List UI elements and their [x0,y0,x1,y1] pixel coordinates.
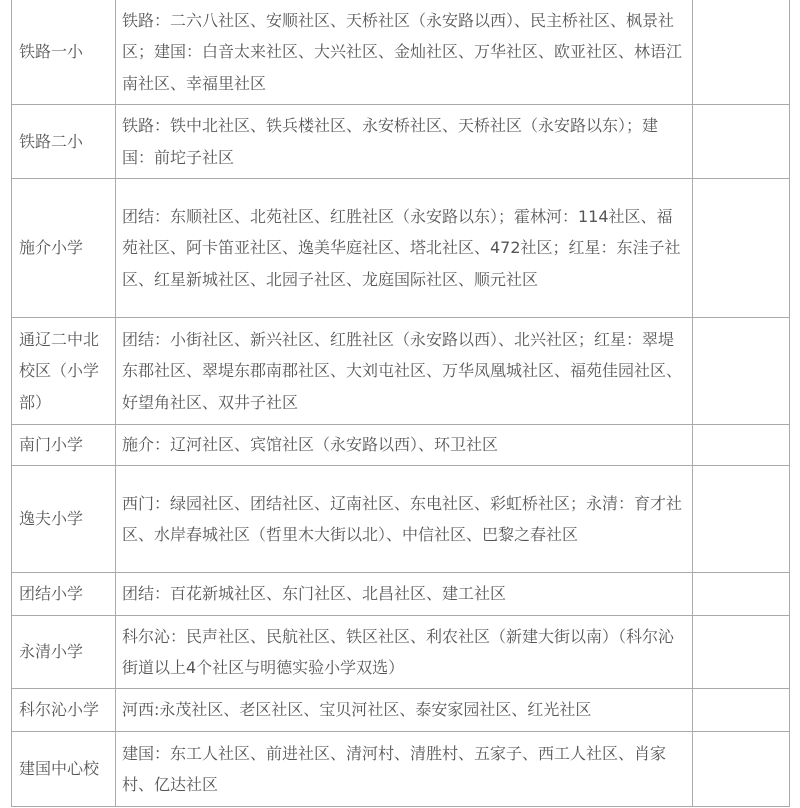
table-row [12,318,790,425]
school-name-cell: 铁路二小 [12,105,116,179]
school-district-table [11,0,790,807]
catchment-area-cell: 建国：东工人社区、前进社区、清河村、清胜村、五家子、西工人社区、肖家村、亿达社区 [116,732,693,807]
note-cell [693,425,790,466]
note-cell [693,318,790,425]
catchment-area-cell: 团结：百花新城社区、东门社区、北昌社区、建工社区 [116,573,693,616]
table-row [12,732,790,807]
table-row [12,616,790,689]
catchment-area-cell: 团结：东顺社区、北苑社区、红胜社区（永安路以东）；霍林河：114社区、福苑社区、阿卡笛亚社区、逸美华庭社区、塔北社区、472社区；红星：东洼子社区、红星新城社区、北园子社区、龙庭国际社区、顺元社区 [116,179,693,318]
note-cell [693,573,790,616]
school-name-cell: 建国中心校 [12,732,116,807]
school-name-cell: 施介小学 [12,179,116,318]
note-cell [693,616,790,689]
school-name-cell: 永清小学 [12,616,116,689]
catchment-area-cell: 施介：辽河社区、宾馆社区（永安路以西）、环卫社区 [116,425,693,466]
note-cell [693,466,790,573]
catchment-area-cell: 河西:永茂社区、老区社区、宝贝河社区、泰安家园社区、红光社区 [116,689,693,732]
catchment-area-cell: 科尔沁：民声社区、民航社区、铁区社区、利农社区（新建大街以南）（科尔沁街道以上4个社区与明德实验小学双选） [116,616,693,689]
table-row [12,179,790,318]
table-row [12,466,790,573]
school-name-cell: 铁路一小 [12,0,116,105]
table-row [12,0,790,105]
note-cell [693,105,790,179]
note-cell [693,0,790,105]
note-cell [693,732,790,807]
table-row [12,105,790,179]
school-name-cell: 通辽二中北校区（小学部） [12,318,116,425]
school-name-cell: 逸夫小学 [12,466,116,573]
table-row [12,573,790,616]
catchment-area-cell: 铁路：铁中北社区、铁兵楼社区、永安桥社区、天桥社区（永安路以东）；建国：前坨子社区 [116,105,693,179]
table-row [12,425,790,466]
catchment-area-cell: 团结：小街社区、新兴社区、红胜社区（永安路以西）、北兴社区；红星：翠堤东郡社区、翠堤东郡南郡社区、大刘屯社区、万华凤凰城社区、福苑佳园社区、好望角社区、双井子社区 [116,318,693,425]
school-name-cell: 南门小学 [12,425,116,466]
catchment-area-cell: 铁路：二六八社区、安顺社区、天桥社区（永安路以西）、民主桥社区、枫景社区；建国：白音太来社区、大兴社区、金灿社区、万华社区、欧亚社区、林语江南社区、幸福里社区 [116,0,693,105]
school-name-cell: 科尔沁小学 [12,689,116,732]
school-name-cell: 团结小学 [12,573,116,616]
table-row [12,689,790,732]
note-cell [693,689,790,732]
catchment-area-cell: 西门：绿园社区、团结社区、辽南社区、东电社区、彩虹桥社区；永清：育才社区、水岸春城社区（哲里木大街以北）、中信社区、巴黎之春社区 [116,466,693,573]
note-cell [693,179,790,318]
